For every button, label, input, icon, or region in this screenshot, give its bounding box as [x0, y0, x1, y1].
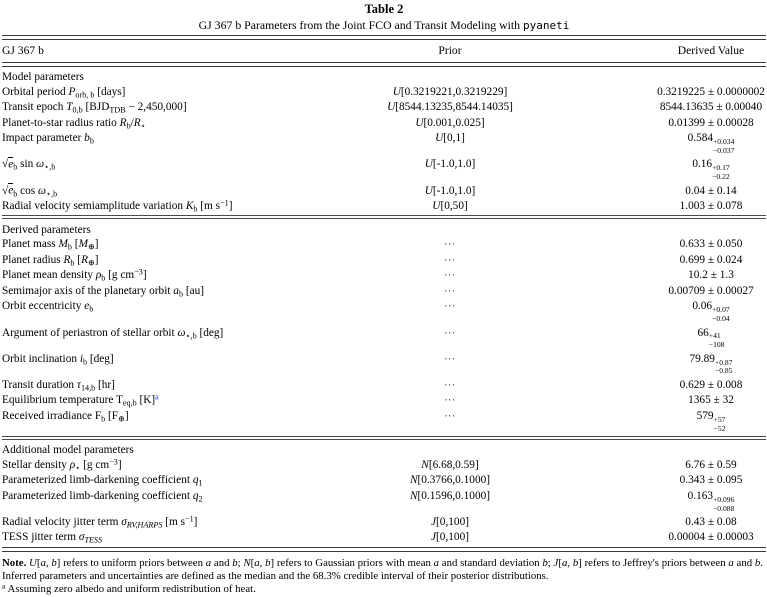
- footnote-a-text: Assuming zero albedo and uniform redistribution of heat.: [5, 583, 256, 596]
- prior-cell: N[0.3766,0.1000]: [409, 474, 491, 487]
- derived-value-cell: 0.00004 ± 0.00003: [668, 531, 754, 544]
- table-row: [2, 409, 766, 435]
- derived-value-cell: 0.01399 ± 0.00028: [668, 116, 754, 129]
- prior-ellipsis: ⋯: [443, 300, 457, 313]
- parameter-cell: Planet-to-star radius ratio $R_b/R_⋆$: [2, 116, 146, 131]
- prior-ellipsis: ⋯: [443, 269, 457, 282]
- table-row: [2, 515, 766, 530]
- table-note: [2, 557, 766, 583]
- prior-cell: J[0,100]: [431, 516, 469, 528]
- parameter-cell: $√e_b$ $\cos \omega_{⋆,b}$: [2, 184, 58, 198]
- stacked-uncertainty: +0.87 −0.85: [714, 357, 733, 376]
- prior-cell: U[0,1]: [435, 132, 465, 145]
- parameter-cell: Equilibrium temperature $T_{eq,b}$ [K]$^a$: [2, 392, 159, 408]
- table-row: [2, 116, 766, 131]
- derived-value-cell: 0.06 +0.07 −0.04: [692, 300, 730, 324]
- prior-cell: [360, 269, 540, 282]
- table-title-code: pyaneti: [523, 19, 570, 32]
- parameter-cell: Impact parameter $b_b$: [2, 132, 94, 146]
- derived-value-cell: 0.16 +0.17 −0.22: [692, 158, 730, 182]
- prior-ellipsis: ⋯: [443, 352, 457, 365]
- sqrt-symbol: √e: [2, 158, 14, 171]
- prior-cell: [360, 300, 540, 313]
- prior-cell: [360, 285, 540, 298]
- stacked-uncertainty: +0.07 −0.04: [712, 305, 730, 324]
- table-row: [2, 351, 766, 377]
- prior-cell: J[0,100]: [431, 531, 469, 544]
- table-row: [2, 473, 766, 488]
- column-header-parameter: GJ 367 b: [2, 44, 44, 58]
- prior-ellipsis: ⋯: [443, 238, 457, 251]
- rule-top: [2, 35, 766, 40]
- derived-value-cell: 10.2 ± 1.3: [688, 269, 734, 282]
- table-row: [2, 237, 766, 252]
- note-text: U[a, b] refers to uniform priors between a and b; N[a, b] refers to Gaussian priors with mean a and standard deviation b; J[a, b] refers to Jeffrey's priors between a and b. Inferred parameters and uncertainties are defined as the median and the 68.3% credible interval of their posterior distributions.: [2, 556, 763, 582]
- prior-cell: [360, 238, 540, 251]
- prior-ellipsis: ⋯: [443, 394, 457, 407]
- parameter-cell: Orbital period $P_{orb, b}$ [days]: [2, 85, 126, 100]
- derived-value-cell: 79.89 +0.87 −0.85: [689, 352, 733, 376]
- parameter-cell: Radial velocity semiamplitude variation $K_b$ [m $s^{-1}$]: [2, 198, 233, 214]
- derived-value-cell: 0.633 ± 0.050: [679, 238, 743, 251]
- parameter-cell: Parameterized limb-darkening coefficient $q_2$: [2, 489, 203, 504]
- derived-value-cell: 1.003 ± 0.078: [679, 200, 743, 212]
- table-row: [2, 157, 766, 183]
- footnote-a-marker: a: [2, 581, 6, 591]
- sqrt-symbol: √e: [2, 184, 14, 197]
- table-row: [2, 299, 766, 325]
- prior-ellipsis: ⋯: [443, 284, 457, 297]
- table-row: [2, 325, 766, 351]
- parameter-cell: Planet mean density $\rho_b$ [g $cm^{-3}$]: [2, 268, 147, 283]
- rule-bottom: [2, 547, 766, 552]
- table-row: [2, 378, 766, 393]
- stacked-uncertainty: +41 −108: [708, 331, 725, 350]
- table-header-row: [2, 41, 766, 60]
- prior-ellipsis: ⋯: [443, 326, 457, 339]
- note-label: Note.: [2, 556, 27, 569]
- parameter-cell: TESS jitter term $\sigma_{TESS}$: [2, 531, 103, 545]
- table-title-text: GJ 367 b Parameters from the Joint FCO and Transit Modeling with: [198, 18, 524, 32]
- section-title: Derived parameters: [2, 223, 91, 236]
- derived-value-cell: 0.04 ± 0.14: [685, 184, 737, 197]
- prior-cell: U[0.3219221,0.3219229]: [392, 85, 508, 98]
- prior-ellipsis: ⋯: [443, 378, 457, 391]
- prior-cell: U[-1.0,1.0]: [424, 184, 476, 197]
- prior-cell: N[6.68,0.59]: [421, 458, 479, 471]
- section-title: Model parameters: [2, 71, 84, 84]
- parameter-cell: Parameterized limb-darkening coefficient $q_1$: [2, 474, 203, 488]
- prior-cell: [360, 353, 540, 366]
- derived-value-cell: 0.629 ± 0.008: [679, 378, 743, 391]
- parameter-cell: Semimajor axis of the planetary orbit $a_b$ [au]: [2, 284, 205, 299]
- parameter-cell: Planet radius $R_b$ $[R_\oplus]$: [2, 253, 99, 268]
- table-row: [2, 284, 766, 299]
- table-row: [2, 268, 766, 283]
- derived-value-cell: 0.699 ± 0.024: [679, 253, 743, 266]
- section-rule: [2, 436, 766, 440]
- parameter-cell: Argument of periastron of stellar orbit $\omega_{⋆,b}$ [deg]: [2, 326, 224, 340]
- parameter-cell: Radial velocity jitter term $\sigma_{RV,HARPS}$ [m $s^{-1}$]: [2, 514, 198, 530]
- derived-value-cell: 6.76 ± 0.59: [685, 458, 737, 471]
- stacked-uncertainty: +0.096 −0.088: [713, 494, 735, 513]
- column-header-prior: Prior: [438, 44, 462, 58]
- derived-value-cell: 0.163 +0.096 −0.088: [687, 489, 735, 513]
- prior-ellipsis: ⋯: [443, 253, 457, 266]
- footnote-a: [2, 583, 766, 596]
- stacked-uncertainty: +0.17 −0.22: [712, 163, 730, 182]
- table-row: [2, 131, 766, 157]
- parameter-cell: Transit duration $\tau_{14,b}$ [hr]: [2, 378, 115, 393]
- derived-value-cell: 0.584 +0.034 −0.037: [687, 132, 735, 156]
- derived-value-cell: 579 +57 −52: [696, 409, 726, 433]
- prior-cell: [360, 410, 540, 423]
- stacked-uncertainty: +57 −52: [713, 414, 726, 433]
- table-caption-block: [2, 2, 766, 32]
- table-row: [2, 393, 766, 408]
- prior-cell: U[0.001,0.025]: [415, 116, 485, 129]
- parameter-cell: Planet mass $M_b$ $[M_\oplus]$: [2, 238, 99, 252]
- rule-below-header: [2, 62, 766, 67]
- prior-cell: [360, 327, 540, 340]
- derived-value-cell: 8544.13635 ± 0.00040: [659, 101, 763, 114]
- prior-ellipsis: ⋯: [443, 409, 457, 422]
- prior-cell: U[-1.0,1.0]: [424, 158, 476, 171]
- table-row: [2, 85, 766, 100]
- table-row: [2, 489, 766, 515]
- prior-cell: [360, 379, 540, 392]
- table-row: [2, 253, 766, 268]
- prior-cell: [360, 254, 540, 267]
- derived-value-cell: 0.00709 ± 0.00027: [668, 284, 754, 297]
- stacked-uncertainty: +0.034 −0.037: [713, 137, 735, 156]
- derived-value-cell: 66 +41 −108: [697, 326, 725, 350]
- derived-value-cell: 1365 ± 32: [688, 394, 734, 407]
- section-title: Additional model parameters: [2, 444, 134, 457]
- derived-value-cell: 0.43 ± 0.08: [685, 516, 737, 528]
- table-title: [2, 18, 766, 32]
- table-number: Table 2: [364, 2, 404, 16]
- table-row: [2, 183, 766, 198]
- parameter-cell: Transit epoch $T_{0,b}$ $[BJD_{TDB} - 2,450,000]$: [2, 101, 187, 115]
- prior-cell: U[0,50]: [432, 200, 468, 212]
- table-row: [2, 530, 766, 545]
- parameter-cell: Stellar density $\rho_⋆$ [g $cm^{-3}$]: [2, 457, 122, 473]
- parameter-cell: $√e_b$ $\sin \omega_{⋆,b}$: [2, 158, 56, 172]
- prior-cell: N[0.1596,0.1000]: [409, 489, 491, 502]
- prior-cell: [360, 394, 540, 407]
- parameter-cell: Orbit eccentricity $e_b$: [2, 300, 94, 314]
- parameter-cell: Orbit inclination $i_b$ [deg]: [2, 352, 114, 366]
- table-row: [2, 199, 766, 214]
- prior-cell: U[8544.13235,8544.14035]: [387, 101, 513, 114]
- derived-value-cell: 0.3219225 ± 0.0000002: [657, 85, 765, 98]
- table-row: [2, 100, 766, 115]
- derived-value-cell: 0.343 ± 0.095: [679, 474, 743, 487]
- section-rule: [2, 215, 766, 219]
- footnote-a-link[interactable]: a: [155, 392, 159, 402]
- table-body: [2, 68, 766, 552]
- parameter-cell: Received irradiance $F_b$ $[F_\oplus]$: [2, 409, 129, 424]
- column-header-derived-value: Derived Value: [677, 44, 745, 58]
- table-row: [2, 458, 766, 473]
